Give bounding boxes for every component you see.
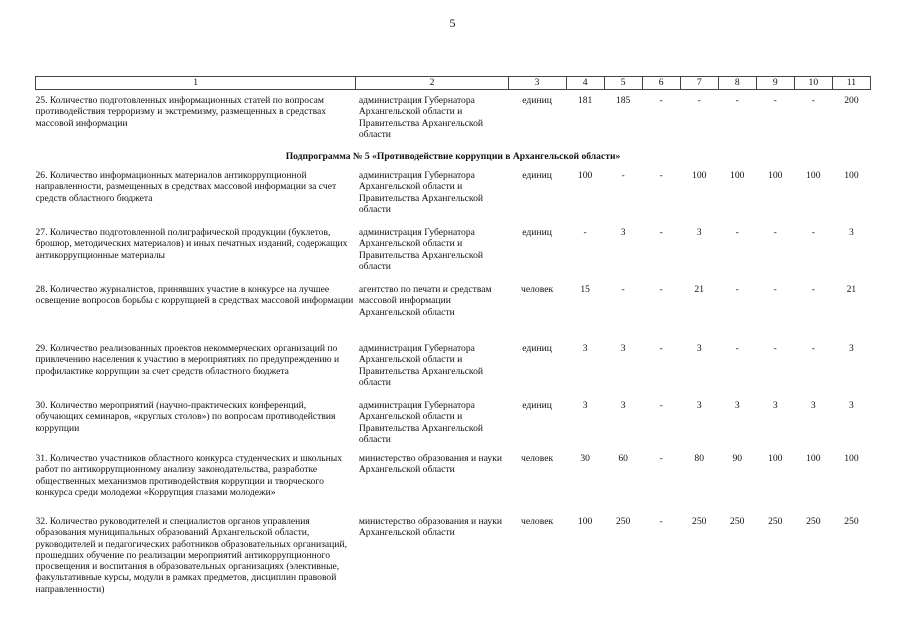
value-cell: 3 — [620, 343, 626, 354]
value-cell: 250 — [806, 516, 821, 527]
table-row — [36, 222, 871, 279]
page-number: 5 — [449, 16, 456, 30]
unit-of-measure: единиц — [522, 170, 552, 181]
unit-of-measure: единиц — [522, 400, 552, 411]
value-cell: - — [811, 95, 815, 106]
subprogram-row — [36, 145, 871, 165]
value-cell: 15 — [580, 284, 590, 295]
unit-of-measure: человек — [521, 284, 554, 295]
value-cell: 250 — [844, 516, 859, 527]
value-cell: 3 — [734, 400, 740, 411]
col-header: 4 — [566, 77, 604, 90]
value-cell: 100 — [844, 453, 859, 464]
value-cell: - — [735, 343, 739, 354]
value-cell: 3 — [696, 227, 702, 238]
value-cell: 100 — [577, 516, 593, 527]
value-cell: - — [659, 227, 663, 238]
value-cell: 3 — [849, 343, 854, 354]
value-cell: 3 — [696, 400, 702, 411]
table-row — [36, 279, 871, 338]
col-header: 5 — [604, 77, 642, 90]
value-cell: 250 — [730, 516, 745, 527]
col-header: 3 — [508, 77, 566, 90]
value-cell: 21 — [694, 284, 705, 295]
value-cell: 100 — [768, 170, 783, 181]
value-cell: 80 — [694, 453, 705, 464]
unit-of-measure: человек — [521, 453, 554, 464]
col-header: 2 — [356, 77, 508, 90]
unit-of-measure: человек — [521, 516, 554, 527]
value-cell: 3 — [849, 227, 854, 238]
table-row — [36, 448, 871, 511]
value-cell: - — [659, 284, 663, 295]
col-header: 10 — [794, 77, 832, 90]
responsible-body: администрация Губернатора Архангельской области и Правительства Архангельской области — [358, 170, 484, 215]
value-cell: 3 — [620, 227, 626, 238]
responsible-body: агентство по печати и средствам массовой информации Архангельской области — [358, 284, 492, 318]
header-row — [36, 77, 871, 90]
value-cell: - — [697, 95, 701, 106]
responsible-body: администрация Губернатора Архангельской области и Правительства Архангельской области — [358, 343, 484, 388]
indicator-name: 29. Количество реализованных проектов некоммерческих организаций по привлечению населения к участию в мероприятиях по предупреждению и профилактике коррупции за счет средств областного бюджета — [35, 343, 340, 377]
value-cell: - — [773, 227, 777, 238]
value-cell: 250 — [615, 516, 631, 527]
value-cell: - — [735, 284, 739, 295]
responsible-body: администрация Губернатора Архангельской области и Правительства Архангельской области — [358, 400, 484, 445]
value-cell: - — [811, 284, 815, 295]
indicator-name: 30. Количество мероприятий (научно-практических конференций, обучающих семинаров, «круглых столов») по вопросам противодействия коррупции — [35, 400, 336, 434]
value-cell: 3 — [810, 400, 816, 411]
value-cell: - — [621, 284, 625, 295]
subprogram-heading: Подпрограмма № 5 «Противодействие коррупции в Архангельской области» — [285, 151, 621, 162]
indicators-table — [35, 76, 871, 596]
col-header: 7 — [680, 77, 718, 90]
col-header: 6 — [642, 77, 680, 90]
indicator-name: 31. Количество участников областного конкурса студенческих и школьных работ по антикоррупционному анализу законодательства, разработке общественных механизмов противодействия коррупции и творческого конкурса среди молодежи «Коррупция глазами молодежи» — [35, 453, 343, 498]
value-cell: 200 — [844, 95, 859, 106]
value-cell: 3 — [582, 400, 588, 411]
table-row — [36, 165, 871, 222]
value-cell: - — [659, 95, 663, 106]
value-cell: 100 — [730, 170, 745, 181]
value-cell: - — [659, 343, 663, 354]
value-cell: 100 — [768, 453, 783, 464]
value-cell: 250 — [692, 516, 707, 527]
value-cell: - — [773, 343, 777, 354]
value-cell: 3 — [620, 400, 626, 411]
col-header: 9 — [756, 77, 794, 90]
value-cell: 100 — [806, 453, 821, 464]
table-row — [36, 90, 871, 146]
value-cell: - — [773, 95, 777, 106]
unit-of-measure: единиц — [522, 227, 552, 238]
value-cell: - — [659, 516, 663, 527]
col-header: 1 — [36, 77, 356, 90]
value-cell: - — [773, 284, 777, 295]
value-cell: 250 — [768, 516, 783, 527]
value-cell: - — [735, 227, 739, 238]
indicator-name: 32. Количество руководителей и специалистов органов управления образования муниципальных образований Архангельской области, руководителей и педагогических работников образовательных организаций, прошедших обучение по реализации мероприятий антикоррупционного просвещения и воспитания в образовательных организациях (элективные, факультативные курсы, модули в рамках предметов, дисциплин правовой направленности) — [35, 516, 347, 595]
value-cell: - — [811, 227, 815, 238]
indicator-name: 26. Количество информационных материалов антикоррупционной направленности, размещенных в средствах массовой информации за счет средств областного бюджета — [35, 170, 337, 204]
value-cell: 90 — [732, 453, 743, 464]
value-cell: - — [659, 170, 663, 181]
responsible-body: министерство образования и науки Архангельской области — [358, 453, 502, 476]
responsible-body: администрация Губернатора Архангельской области и Правительства Архангельской области — [358, 227, 484, 272]
value-cell: 30 — [580, 453, 590, 464]
responsible-body: министерство образования и науки Архангельской области — [358, 516, 502, 539]
value-cell: 3 — [696, 343, 702, 354]
table-row — [36, 395, 871, 448]
value-cell: - — [583, 227, 587, 238]
value-cell: 100 — [844, 170, 859, 181]
value-cell: 3 — [582, 343, 588, 354]
value-cell: - — [659, 400, 663, 411]
value-cell: 21 — [846, 284, 857, 295]
value-cell: 100 — [806, 170, 821, 181]
value-cell: - — [735, 95, 739, 106]
value-cell: 100 — [692, 170, 707, 181]
responsible-body: администрация Губернатора Архангельской области и Правительства Архангельской области — [358, 95, 484, 140]
indicator-name: 28. Количество журналистов, принявших участие в конкурсе на лучшее освещение вопросов борьбы с коррупцией в средствах массовой информации — [35, 284, 354, 307]
value-cell: - — [811, 343, 815, 354]
table-row — [36, 338, 871, 395]
unit-of-measure: единиц — [522, 95, 552, 106]
value-cell: 185 — [615, 95, 631, 106]
col-header: 11 — [832, 77, 870, 90]
unit-of-measure: единиц — [522, 343, 552, 354]
value-cell: - — [659, 453, 663, 464]
table-row — [36, 511, 871, 596]
value-cell: - — [621, 170, 625, 181]
indicator-name: 25. Количество подготовленных информационных статей по вопросам противодействия терроризму и экстремизму, размещенных в средствах массовой информации — [35, 95, 327, 129]
value-cell: 60 — [618, 453, 628, 464]
value-cell: 3 — [849, 400, 854, 411]
col-header: 8 — [718, 77, 756, 90]
indicator-name: 27. Количество подготовленной полиграфической продукции (буклетов, брошюр, методических материалов) и иных печатных изданий, содержащих антикоррупционные материалы — [35, 227, 348, 261]
value-cell: 181 — [577, 95, 593, 106]
value-cell: 3 — [772, 400, 778, 411]
value-cell: 100 — [577, 170, 593, 181]
